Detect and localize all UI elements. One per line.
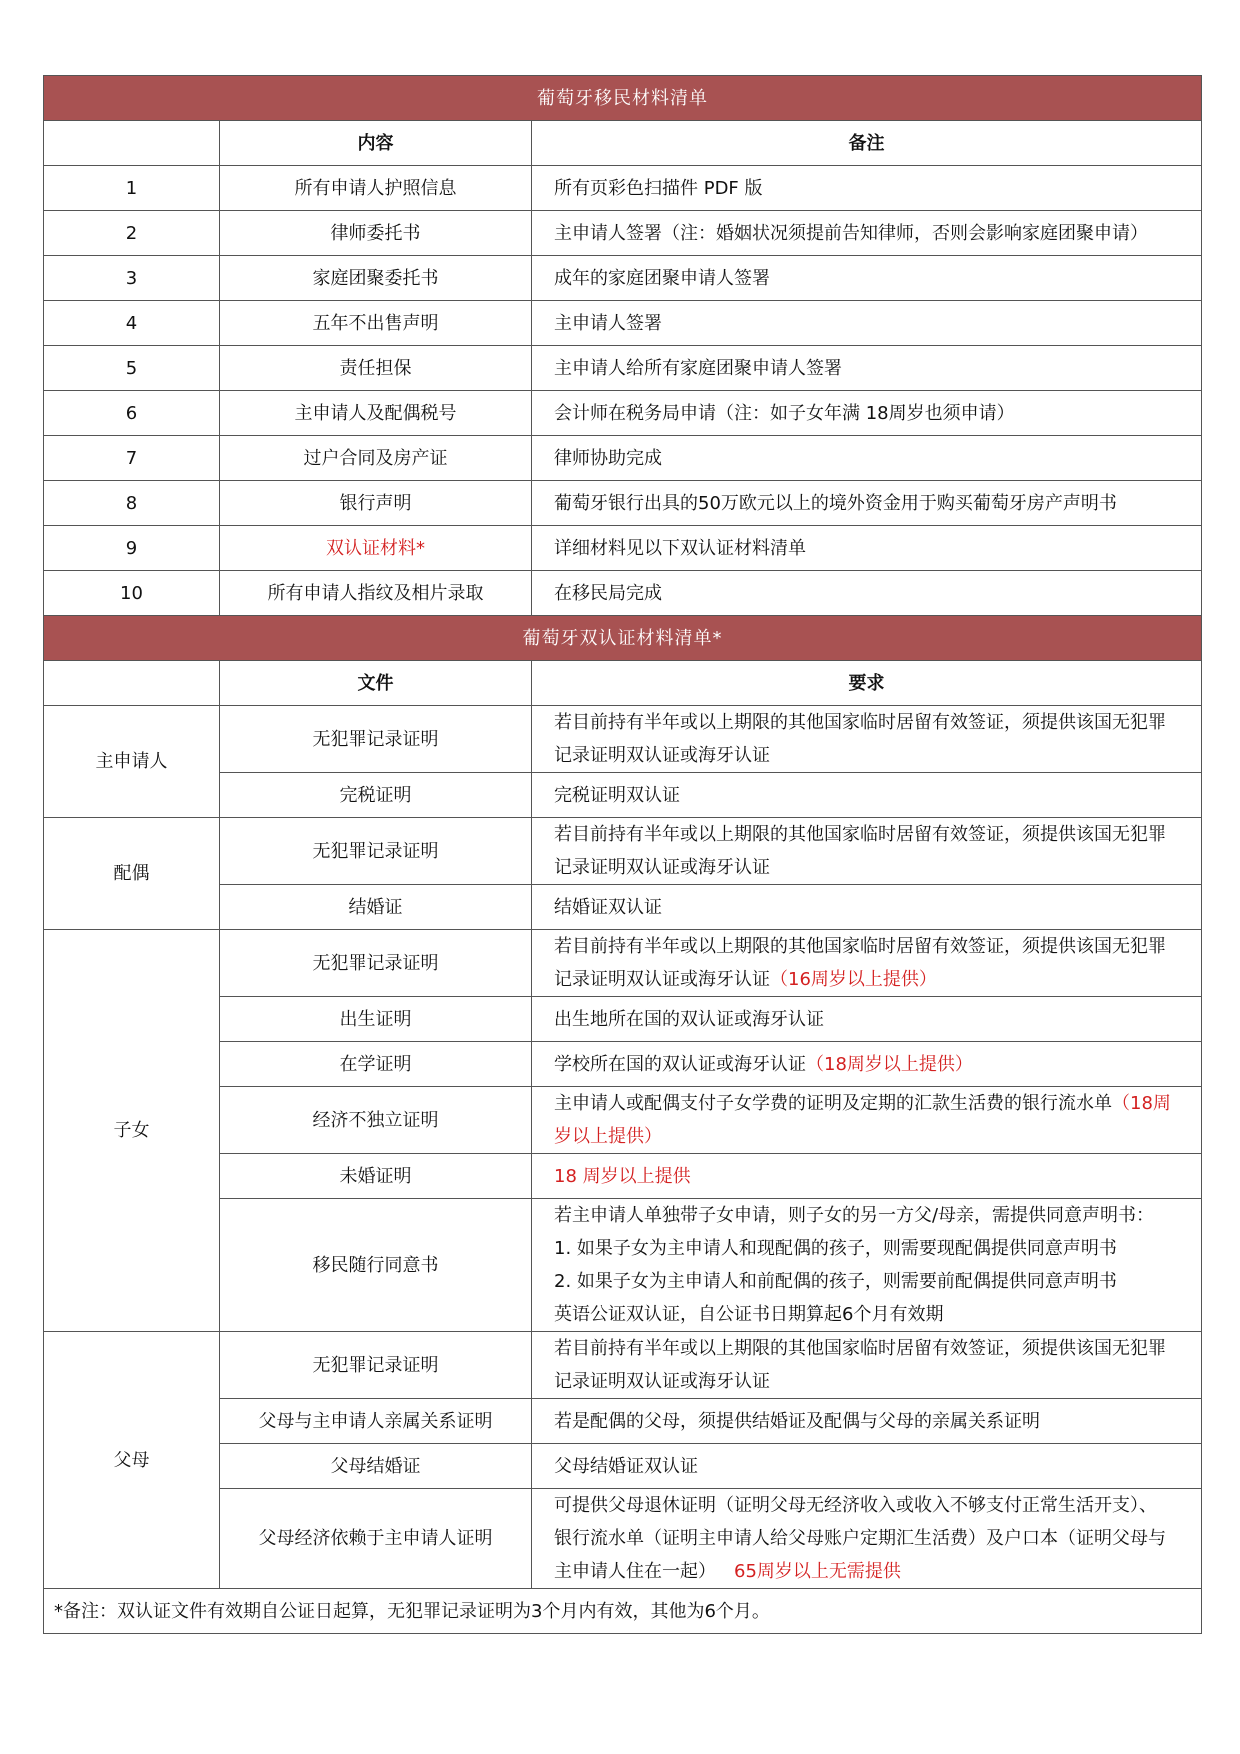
req-text: 记录证明双认证或海牙认证 bbox=[554, 969, 770, 990]
table-row bbox=[44, 256, 1202, 301]
header-content: 内容 bbox=[220, 121, 532, 166]
row-content-highlight: 双认证材料* bbox=[220, 526, 532, 571]
row-content: 家庭团聚委托书 bbox=[220, 256, 532, 301]
req-text: 学校所在国的双认证或海牙认证 bbox=[554, 1053, 806, 1075]
req-cell: 结婚证双认证 bbox=[532, 885, 1202, 930]
row-content: 所有申请人指纹及相片录取 bbox=[220, 571, 532, 616]
header-blank bbox=[44, 121, 220, 166]
row-number: 2 bbox=[44, 211, 220, 256]
req-text: 主申请人住在一起） bbox=[554, 1561, 716, 1582]
table-row bbox=[44, 930, 1202, 997]
table2-title-row bbox=[44, 616, 1202, 661]
row-number: 4 bbox=[44, 301, 220, 346]
table-row bbox=[44, 211, 1202, 256]
row-number: 5 bbox=[44, 346, 220, 391]
group-children: 子女 bbox=[44, 930, 220, 1332]
row-number: 7 bbox=[44, 436, 220, 481]
doc-cell: 无犯罪记录证明 bbox=[220, 818, 532, 885]
row-note: 主申请人给所有家庭团聚申请人签署 bbox=[532, 346, 1202, 391]
req-line: 记录证明双认证或海牙认证 bbox=[554, 745, 770, 766]
req-cell bbox=[532, 1332, 1202, 1399]
req-line: 1. 如果子女为主申请人和现配偶的孩子，则需要现配偶提供同意声明书 bbox=[554, 1238, 1117, 1259]
row-content: 五年不出售声明 bbox=[220, 301, 532, 346]
doc-cell: 父母与主申请人亲属关系证明 bbox=[220, 1399, 532, 1444]
req-cell: 父母结婚证双认证 bbox=[532, 1444, 1202, 1489]
req-line: 若目前持有半年或以上期限的其他国家临时居留有效签证，须提供该国无犯罪 bbox=[554, 712, 1166, 733]
req-cell: 出生地所在国的双认证或海牙认证 bbox=[532, 997, 1202, 1042]
row-content: 责任担保 bbox=[220, 346, 532, 391]
req-line bbox=[554, 1555, 1191, 1588]
req-highlight: 18 周岁以上提供 bbox=[532, 1154, 1202, 1199]
table-row bbox=[44, 1332, 1202, 1399]
table-row bbox=[44, 166, 1202, 211]
req-cell bbox=[532, 1199, 1202, 1332]
req-cell: 若是配偶的父母，须提供结婚证及配偶与父母的亲属关系证明 bbox=[532, 1399, 1202, 1444]
row-note: 详细材料见以下双认证材料清单 bbox=[532, 526, 1202, 571]
table-row bbox=[44, 706, 1202, 773]
row-content: 所有申请人护照信息 bbox=[220, 166, 532, 211]
req-line bbox=[554, 1087, 1191, 1120]
req-line: 2. 如果子女为主申请人和前配偶的孩子，则需要前配偶提供同意声明书 bbox=[554, 1271, 1117, 1292]
req-line: 记录证明双认证或海牙认证 bbox=[554, 857, 770, 878]
row-note: 主申请人签署（注：婚姻状况须提前告知律师，否则会影响家庭团聚申请） bbox=[532, 211, 1202, 256]
row-number: 8 bbox=[44, 481, 220, 526]
row-content: 主申请人及配偶税号 bbox=[220, 391, 532, 436]
row-note: 葡萄牙银行出具的50万欧元以上的境外资金用于购买葡萄牙房产声明书 bbox=[532, 481, 1202, 526]
table1-header-row bbox=[44, 121, 1202, 166]
doc-cell: 经济不独立证明 bbox=[220, 1087, 532, 1154]
req-line: 可提供父母退休证明（证明父母无经济收入或收入不够支付正常生活开支）、 bbox=[554, 1495, 1157, 1516]
table-row bbox=[44, 301, 1202, 346]
header-document: 文件 bbox=[220, 661, 532, 706]
req-highlight: （18周 bbox=[1112, 1093, 1171, 1114]
row-number: 1 bbox=[44, 166, 220, 211]
doc-cell: 出生证明 bbox=[220, 997, 532, 1042]
table-row bbox=[44, 391, 1202, 436]
req-highlight: 65周岁以上无需提供 bbox=[734, 1561, 901, 1582]
row-number: 6 bbox=[44, 391, 220, 436]
doc-cell: 移民随行同意书 bbox=[220, 1199, 532, 1332]
header-blank bbox=[44, 661, 220, 706]
header-requirement: 要求 bbox=[532, 661, 1202, 706]
row-number: 3 bbox=[44, 256, 220, 301]
row-note: 在移民局完成 bbox=[532, 571, 1202, 616]
footer-row bbox=[44, 1589, 1202, 1634]
req-line: 银行流水单（证明主申请人给父母账户定期汇生活费）及户口本（证明父母与 bbox=[554, 1528, 1166, 1549]
req-text: 主申请人或配偶支付子女学费的证明及定期的汇款生活费的银行流水单 bbox=[554, 1093, 1112, 1114]
doc-cell: 结婚证 bbox=[220, 885, 532, 930]
req-cell bbox=[532, 1042, 1202, 1087]
row-content: 银行声明 bbox=[220, 481, 532, 526]
row-note: 所有页彩色扫描件 PDF 版 bbox=[532, 166, 1202, 211]
req-highlight: 岁以上提供） bbox=[554, 1126, 662, 1147]
table-row bbox=[44, 346, 1202, 391]
doc-cell: 父母经济依赖于主申请人证明 bbox=[220, 1489, 532, 1589]
group-parents: 父母 bbox=[44, 1332, 220, 1589]
doc-cell: 无犯罪记录证明 bbox=[220, 706, 532, 773]
group-spouse: 配偶 bbox=[44, 818, 220, 930]
doc-cell: 无犯罪记录证明 bbox=[220, 930, 532, 997]
req-line: 若目前持有半年或以上期限的其他国家临时居留有效签证，须提供该国无犯罪 bbox=[554, 1338, 1166, 1359]
table1-title: 葡萄牙移民材料清单 bbox=[44, 76, 1202, 121]
req-line bbox=[554, 963, 1191, 996]
row-number: 9 bbox=[44, 526, 220, 571]
footer-note: *备注：双认证文件有效期自公证日起算，无犯罪记录证明为3个月内有效，其他为6个月。 bbox=[44, 1589, 1202, 1634]
row-number: 10 bbox=[44, 571, 220, 616]
req-cell: 完税证明双认证 bbox=[532, 773, 1202, 818]
table-row bbox=[44, 436, 1202, 481]
group-main-applicant: 主申请人 bbox=[44, 706, 220, 818]
req-line: 若主申请人单独带子女申请，则子女的另一方父/母亲，需提供同意声明书： bbox=[554, 1205, 1155, 1226]
row-note: 律师协助完成 bbox=[532, 436, 1202, 481]
table-row bbox=[44, 526, 1202, 571]
table2-header-row bbox=[44, 661, 1202, 706]
table-row bbox=[44, 818, 1202, 885]
doc-cell: 完税证明 bbox=[220, 773, 532, 818]
row-note: 成年的家庭团聚申请人签署 bbox=[532, 256, 1202, 301]
doc-cell: 无犯罪记录证明 bbox=[220, 1332, 532, 1399]
req-cell bbox=[532, 706, 1202, 773]
table1-title-row bbox=[44, 76, 1202, 121]
materials-sheet bbox=[43, 75, 1202, 1634]
table-row bbox=[44, 571, 1202, 616]
doc-cell: 在学证明 bbox=[220, 1042, 532, 1087]
doc-cell: 未婚证明 bbox=[220, 1154, 532, 1199]
req-highlight: （16周岁以上提供） bbox=[770, 969, 937, 990]
req-line: 记录证明双认证或海牙认证 bbox=[554, 1371, 770, 1392]
row-note: 会计师在税务局申请（注：如子女年满 18周岁也须申请） bbox=[532, 391, 1202, 436]
req-highlight: （18周岁以上提供） bbox=[806, 1053, 973, 1075]
req-line: 若目前持有半年或以上期限的其他国家临时居留有效签证，须提供该国无犯罪 bbox=[554, 936, 1166, 957]
row-note: 主申请人签署 bbox=[532, 301, 1202, 346]
req-line: 若目前持有半年或以上期限的其他国家临时居留有效签证，须提供该国无犯罪 bbox=[554, 824, 1166, 845]
header-note: 备注 bbox=[532, 121, 1202, 166]
req-cell bbox=[532, 818, 1202, 885]
table-row bbox=[44, 481, 1202, 526]
req-cell bbox=[532, 1489, 1202, 1589]
table2-title: 葡萄牙双认证材料清单* bbox=[44, 616, 1202, 661]
doc-cell: 父母结婚证 bbox=[220, 1444, 532, 1489]
req-cell bbox=[532, 930, 1202, 997]
row-content: 律师委托书 bbox=[220, 211, 532, 256]
row-content: 过户合同及房产证 bbox=[220, 436, 532, 481]
req-line: 英语公证双认证，自公证书日期算起6个月有效期 bbox=[554, 1304, 944, 1325]
req-cell bbox=[532, 1087, 1202, 1154]
